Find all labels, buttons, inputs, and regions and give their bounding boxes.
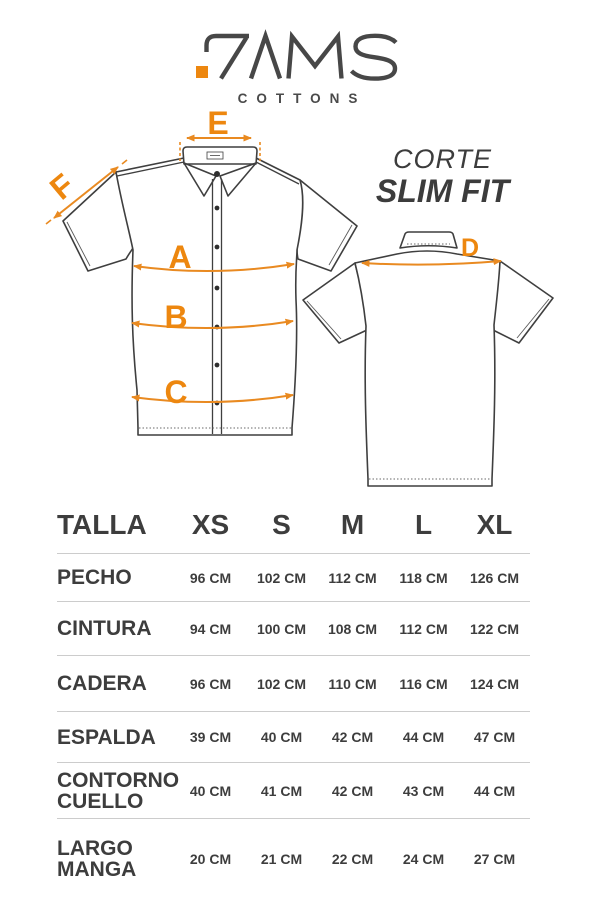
measure-label-b: B: [164, 299, 188, 335]
cell-value: 96 CM: [189, 675, 232, 692]
cell-value: 40 CM: [189, 782, 232, 799]
cell-value: 108 CM: [327, 620, 378, 637]
cell-value: 126 CM: [469, 569, 520, 586]
fit-line-slim-fit: SLIM FIT: [375, 173, 510, 209]
cell-value: 44 CM: [402, 729, 445, 745]
cell-value: 124 CM: [469, 675, 520, 692]
cell-value: 110 CM: [328, 675, 377, 692]
measure-label-e: E: [207, 105, 229, 141]
back-shirt-figure: [303, 232, 553, 486]
column-header-l: L: [414, 508, 433, 540]
cell-value: 24 CM: [402, 851, 445, 867]
row-label: CINTURA: [57, 617, 152, 640]
table-row-cintura: [57, 602, 530, 656]
column-header-xl: XL: [476, 508, 513, 540]
row-label: PECHO: [57, 566, 132, 589]
column-header-xs: XS: [191, 508, 230, 540]
cell-value: 102 CM: [256, 569, 307, 586]
cell-value: 116 CM: [399, 675, 448, 692]
cell-value: 21 CM: [260, 851, 303, 867]
cell-value: 42 CM: [331, 782, 374, 799]
size-table: [57, 496, 530, 899]
cell-value: 122 CM: [469, 620, 520, 637]
column-header-m: M: [340, 508, 365, 540]
measure-label-c: C: [164, 374, 188, 410]
row-label: CADERA: [57, 672, 147, 695]
column-header-s: S: [272, 508, 291, 540]
cell-value: 47 CM: [473, 729, 516, 745]
cell-value: 112 CM: [399, 620, 448, 637]
cell-value: 41 CM: [260, 782, 303, 799]
table-row-cadera: [57, 656, 530, 712]
measure-label-a: A: [168, 239, 192, 275]
cell-value: 94 CM: [189, 620, 232, 637]
cell-value: 44 CM: [473, 782, 516, 799]
cell-value: 27 CM: [473, 851, 516, 867]
cell-value: 96 CM: [189, 569, 232, 586]
cell-value: 100 CM: [256, 620, 307, 637]
table-header-row: [57, 496, 530, 554]
cell-value: 102 CM: [256, 675, 307, 692]
cell-value: 20 CM: [189, 851, 232, 867]
cell-value: 112 CM: [328, 569, 377, 586]
cell-value: 118 CM: [399, 569, 448, 586]
cell-value: 43 CM: [402, 782, 445, 799]
cell-value: 40 CM: [260, 729, 303, 745]
measure-label-d: D: [460, 234, 480, 262]
measure-label-f: F: [42, 166, 81, 207]
row-label: ESPALDA: [57, 725, 156, 749]
fit-line-corte: CORTE: [392, 144, 492, 174]
table-row-contorno-cuello: [57, 763, 530, 819]
row-label: CONTORNO CUELLO: [57, 768, 180, 813]
table-row-espalda: [57, 712, 530, 763]
row-label: LARGO MANGA: [57, 837, 137, 881]
front-shirt-figure: [63, 147, 357, 435]
column-header-talla: TALLA: [57, 508, 147, 540]
cell-value: 22 CM: [331, 851, 374, 867]
cell-value: 42 CM: [331, 729, 374, 745]
table-row-pecho: [57, 554, 530, 602]
table-row-largo-manga: [57, 819, 530, 899]
brand-tagline: COTTONS: [237, 91, 367, 106]
cell-value: 39 CM: [189, 729, 232, 745]
